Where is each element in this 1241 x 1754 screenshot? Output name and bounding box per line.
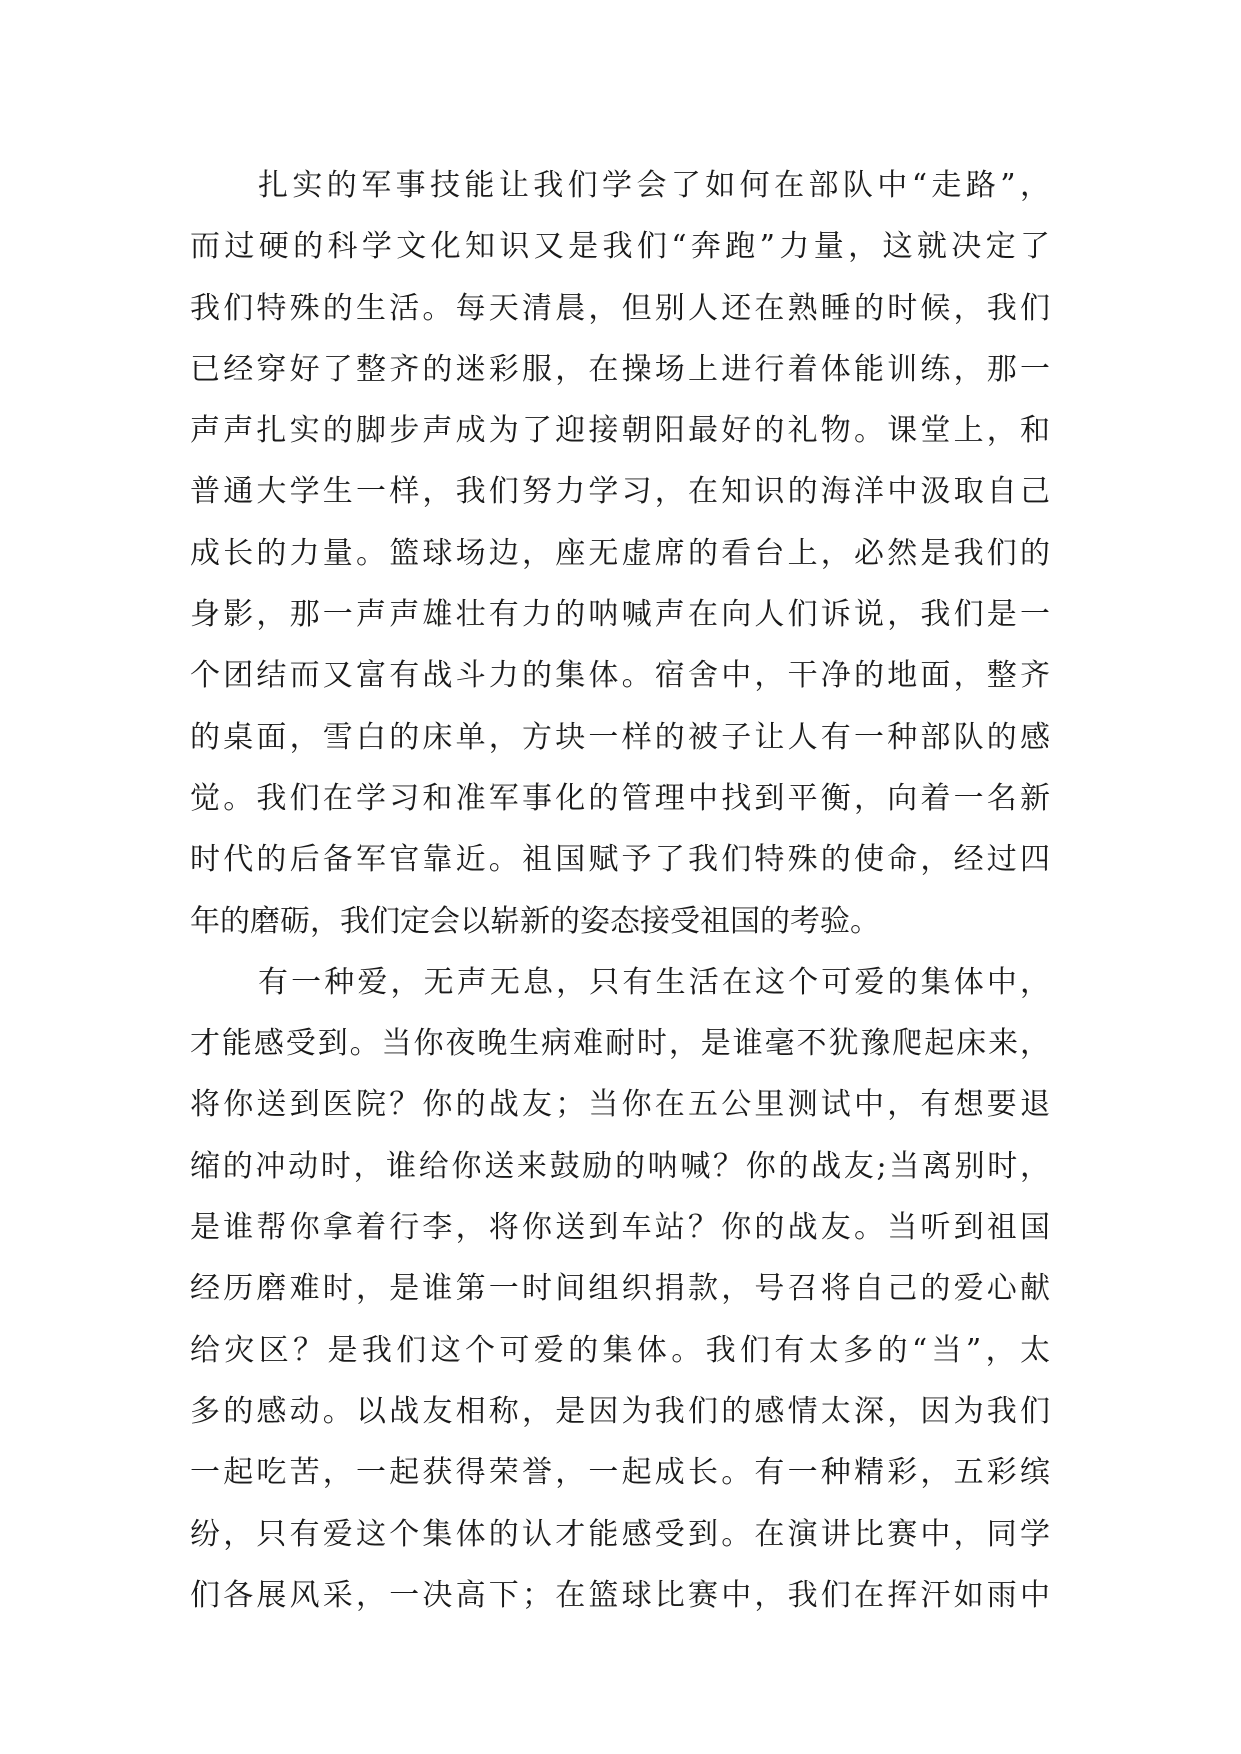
paragraph-1 — [190, 155, 1050, 952]
text-line: 缩的冲动时，谁给你送来鼓励的呐喊？你的战友;当离别时， — [190, 1148, 1050, 1184]
text-line: 多的感动。以战友相称，是因为我们的感情太深，因为我们 — [190, 1393, 1050, 1429]
text-line: 经历磨难时，是谁第一时间组织捐款，号召将自己的爱心献 — [190, 1271, 1050, 1307]
text-line: 们各展风采，一决高下；在篮球比赛中，我们在挥汗如雨中 — [190, 1577, 1050, 1613]
text-line: 给灾区？是我们这个可爱的集体。我们有太多的“当”，太 — [190, 1332, 1050, 1368]
text-line: 的桌面，雪白的床单，方块一样的被子让人有一种部队的感 — [190, 719, 1050, 755]
paragraph-2 — [190, 952, 1050, 1626]
text-line: 而过硬的科学文化知识又是我们“奔跑”力量，这就决定了 — [190, 229, 1050, 265]
text-line: 纷，只有爱这个集体的认才能感受到。在演讲比赛中，同学 — [190, 1516, 1050, 1552]
text-line: 是谁帮你拿着行李，将你送到车站？你的战友。当听到祖国 — [190, 1210, 1050, 1246]
text-line: 成长的力量。篮球场边，座无虚席的看台上，必然是我们的 — [190, 535, 1050, 571]
text-line: 时代的后备军官靠近。祖国赋予了我们特殊的使命，经过四 — [190, 842, 1050, 878]
text-line: 将你送到医院？你的战友；当你在五公里测试中，有想要退 — [190, 1087, 1050, 1123]
text-line: 我们特殊的生活。每天清晨，但别人还在熟睡的时候，我们 — [190, 290, 1050, 326]
text-line: 扎实的军事技能让我们学会了如何在部队中“走路”， — [258, 168, 1050, 203]
text-line: 声声扎实的脚步声成为了迎接朝阳最好的礼物。课堂上，和 — [190, 413, 1050, 449]
text-line: 普通大学生一样，我们努力学习，在知识的海洋中汲取自己 — [190, 474, 1050, 510]
text-line: 已经穿好了整齐的迷彩服，在操场上进行着体能训练，那一 — [190, 351, 1050, 387]
body-text — [190, 155, 1050, 1626]
text-line: 觉。我们在学习和准军事化的管理中找到平衡，向着一名新 — [190, 780, 1050, 816]
text-line: 身影，那一声声雄壮有力的呐喊声在向人们诉说，我们是一 — [190, 597, 1050, 633]
text-line: 年的磨砺，我们定会以崭新的姿态接受祖国的考验。 — [190, 903, 880, 939]
text-line: 个团结而又富有战斗力的集体。宿舍中，干净的地面，整齐 — [190, 658, 1050, 694]
text-line: 有一种爱，无声无息，只有生活在这个可爱的集体中， — [258, 964, 1050, 1000]
text-line: 一起吃苦，一起获得荣誉，一起成长。有一种精彩，五彩缤 — [190, 1455, 1050, 1491]
text-line: 才能感受到。当你夜晚生病难耐时，是谁毫不犹豫爬起床来， — [190, 1026, 1050, 1062]
